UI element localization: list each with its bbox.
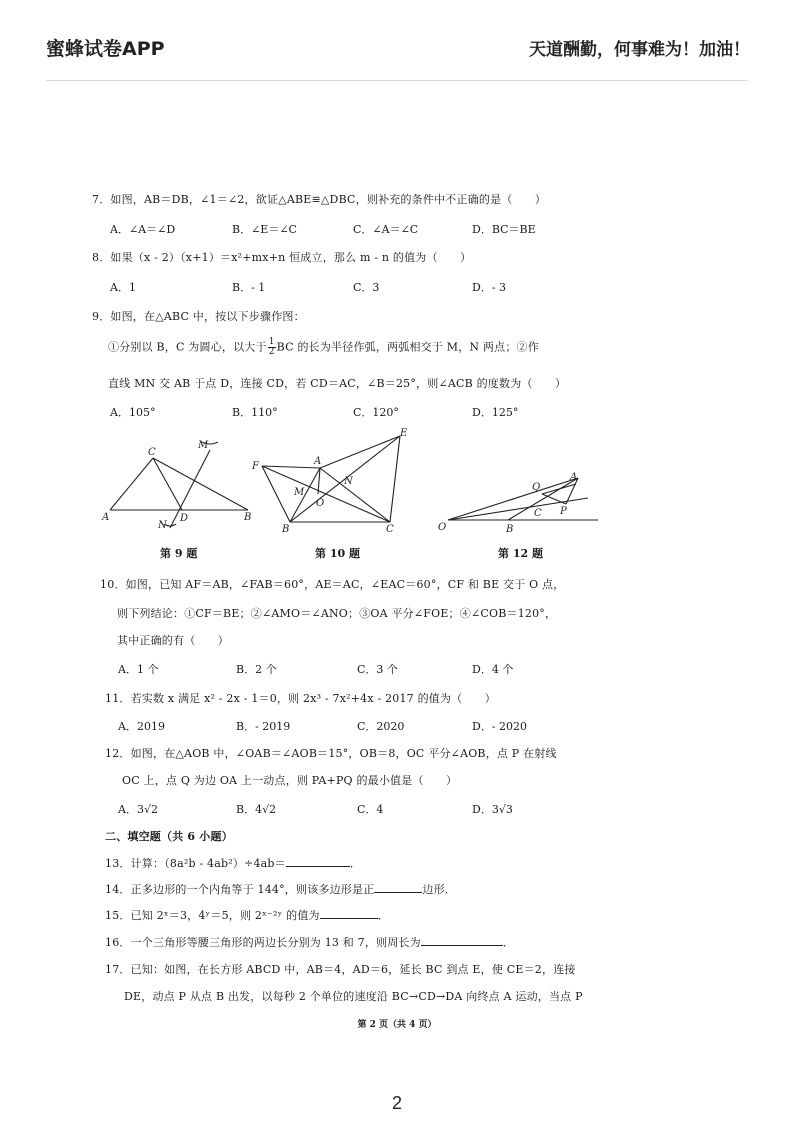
brand-title: 蜜蜂试卷APP — [46, 38, 165, 60]
question-9-line2 — [108, 338, 539, 357]
option-a: A．1 — [110, 281, 136, 294]
option-c: C．∠A＝∠C — [353, 223, 419, 236]
option-c: C．4 — [357, 803, 384, 816]
option-c: C．3 个 — [357, 663, 398, 676]
question-13: 13．计算：（8a²b - 4ab²）÷4ab＝ ． — [105, 857, 362, 870]
fig10-label-m: M — [294, 487, 305, 498]
figure-10-diagram — [250, 428, 420, 536]
question-17-line2: DE，动点 P 从点 B 出发，以每秒 2 个单位的速度沿 BC→CD→DA 向终点 A 运动，当点 P — [124, 990, 583, 1003]
page-number: 2 — [391, 1093, 402, 1113]
fig12-label-c: C — [534, 508, 542, 519]
q9-text-b: BC 的长为半径作弧，两弧相交于 M，N 两点；②作 — [276, 340, 539, 354]
fig9-label-c: C — [148, 447, 156, 458]
q9-text-a: ①分别以 B，C 为圆心，以大于 — [108, 340, 267, 354]
fig9-label-b: B — [244, 512, 252, 523]
question-10-stem: 10．如图，已知 AF＝AB，∠FAB＝60°，AE＝AC，∠EAC＝60°，CF 和 BE 交于 O 点， — [100, 578, 565, 591]
fig9-label-a: A — [102, 512, 110, 523]
option-a: A．105° — [110, 406, 156, 419]
answer-blank[interactable] — [374, 882, 422, 893]
answer-blank[interactable] — [286, 856, 350, 867]
figure-12-caption: 第 12 题 — [498, 547, 543, 560]
figure-12-diagram — [436, 466, 606, 538]
fig9-label-d: D — [180, 513, 189, 524]
option-c: C．3 — [353, 281, 380, 294]
fig12-label-q: Q — [532, 482, 541, 493]
question-12-line2: OC 上，点 Q 为边 OA 上一动点，则 PA+PQ 的最小值是（ ） — [122, 774, 458, 787]
question-14: 14．正多边形的一个内角等于 144°，则该多边形是正 边形． — [105, 883, 456, 896]
section-2-title: 二、填空题（共 6 小题） — [105, 830, 233, 843]
question-16: 16．一个三角形等腰三角形的两边长分别为 13 和 7，则周长为 ． — [105, 936, 515, 949]
option-d: D．3√3 — [472, 803, 513, 816]
question-7-stem: 7．如图，AB＝DB，∠1＝∠2，欲证△ABE≌△DBC，则补充的条件中不正确的是（ ） — [92, 193, 547, 206]
option-c: C．2020 — [357, 720, 405, 733]
answer-blank[interactable] — [421, 935, 503, 946]
option-d: D．- 2020 — [472, 720, 528, 733]
fig12-label-a: A — [570, 472, 578, 483]
figure-9-caption: 第 9 题 — [160, 547, 198, 560]
option-b: B．110° — [232, 406, 278, 419]
fraction-one-half: $\frac{1}{2}$ — [268, 337, 275, 357]
fig12-label-o: O — [438, 522, 447, 533]
figure-10-caption: 第 10 题 — [315, 547, 360, 560]
question-9-line3: 直线 MN 交 AB 于点 D，连接 CD，若 CD＝AC，∠B＝25°，则∠ACB 的度数为（ ） — [108, 377, 567, 390]
fig12-label-p: P — [560, 506, 567, 517]
fig12-label-b: B — [506, 524, 514, 535]
fig10-label-c: C — [386, 524, 394, 535]
question-12-stem: 12．如图，在△AOB 中，∠OAB＝∠AOB＝15°，OB＝8，OC 平分∠AOB，点 P 在射线 — [105, 747, 557, 760]
option-a: A．1 个 — [118, 663, 159, 676]
fig10-label-b: B — [282, 524, 290, 535]
option-a: A．2019 — [118, 720, 165, 733]
fig9-label-n: N — [158, 520, 167, 531]
header-slogan: 天道酬勤，何事难为！加油！ — [529, 40, 750, 60]
option-b: B．- 1 — [232, 281, 266, 294]
answer-blank[interactable] — [320, 908, 378, 919]
fig10-label-n: N — [344, 476, 353, 487]
question-10-line2: 则下列结论：①CF＝BE；②∠AMO＝∠ANO；③OA 平分∠FOE；④∠COB＝120°， — [117, 607, 557, 620]
option-d: D．- 3 — [472, 281, 507, 294]
fig10-label-e: E — [400, 428, 408, 439]
option-d: D．BC＝BE — [472, 223, 536, 236]
figure-9-diagram — [98, 436, 258, 536]
option-d: D．125° — [472, 406, 519, 419]
fig9-label-m: M — [198, 440, 209, 451]
question-17-line1: 17．已知：如图，在长方形 ABCD 中，AB＝4，AD＝6，延长 BC 到点 E，使 CE＝2，连接 — [105, 963, 576, 976]
option-b: B．- 2019 — [236, 720, 291, 733]
option-d: D．4 个 — [472, 663, 514, 676]
option-a: A．3√2 — [118, 803, 158, 816]
option-b: B．4√2 — [236, 803, 277, 816]
option-b: B．2 个 — [236, 663, 277, 676]
header-divider — [46, 80, 748, 81]
question-9-stem: 9．如图，在△ABC 中，按以下步骤作图： — [92, 310, 305, 323]
question-11-stem: 11．若实数 x 满足 x² - 2x - 1＝0，则 2x³ - 7x²+4x - 2017 的值为（ ） — [105, 692, 496, 705]
fig10-label-a: A — [314, 456, 322, 467]
option-c: C．120° — [353, 406, 399, 419]
question-10-line3: 其中正确的有（ ） — [117, 634, 229, 647]
fig10-label-o: O — [316, 498, 325, 509]
fig10-label-f: F — [252, 461, 259, 472]
option-b: B．∠E＝∠C — [232, 223, 297, 236]
question-8-stem: 8．如果（x - 2）（x+1）＝x²+mx+n 恒成立，那么 m - n 的值为（ ） — [92, 251, 472, 264]
option-a: A．∠A＝∠D — [110, 223, 176, 236]
question-15: 15．已知 2ˣ＝3，4ʸ＝5，则 2ˣ⁻²ʸ 的值为 ． — [105, 909, 389, 922]
page-footer-info: 第 2 页（共 4 页） — [357, 1020, 437, 1030]
